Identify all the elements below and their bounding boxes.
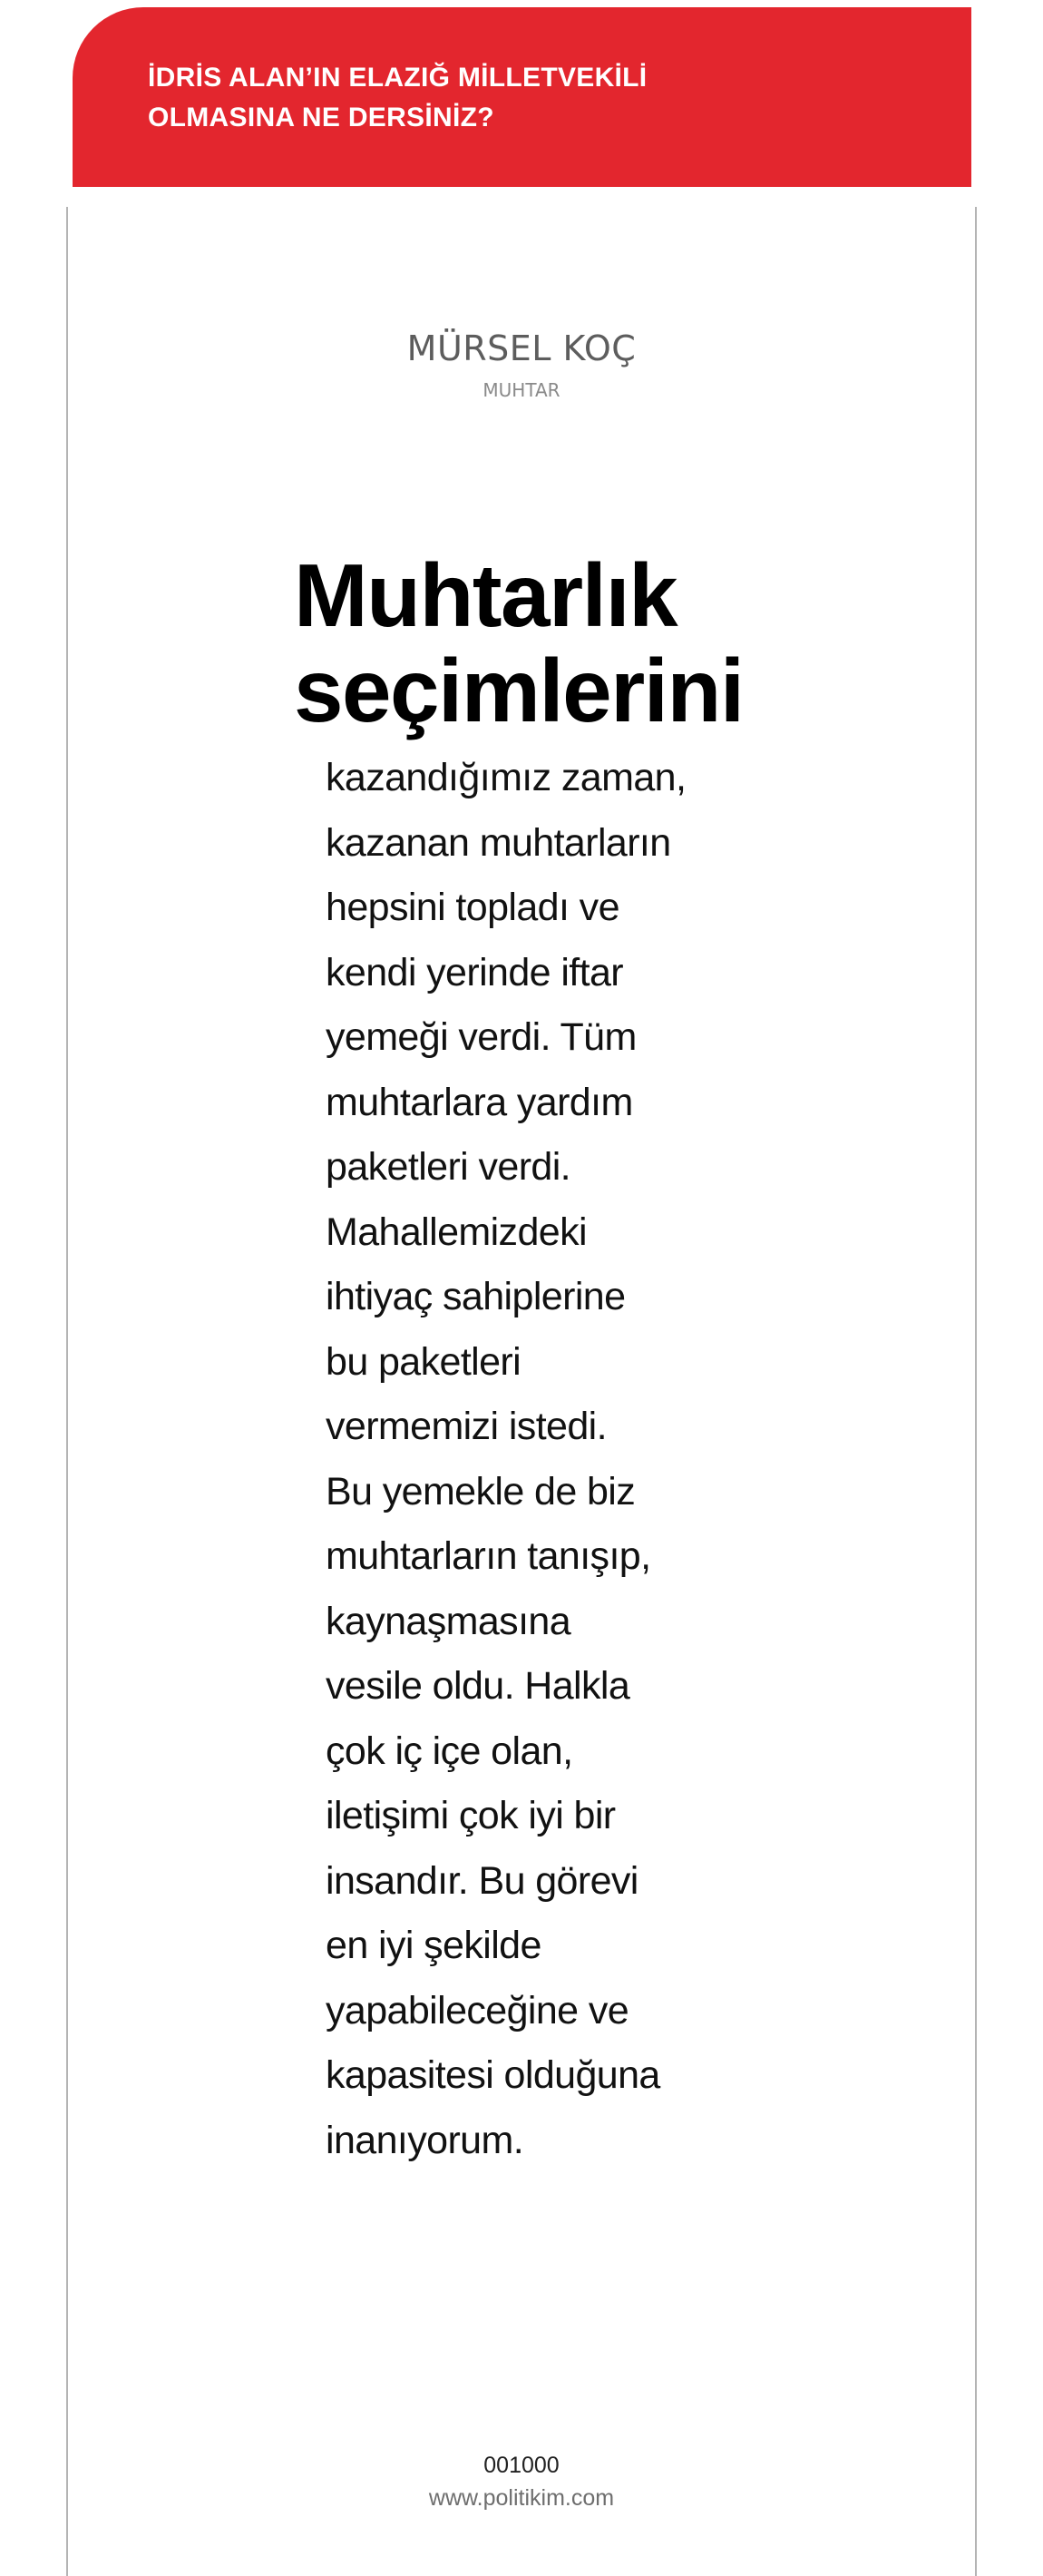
frame-right-border	[975, 207, 977, 2576]
frame-left-border	[66, 207, 68, 2576]
header-title: İDRİS ALAN’IN ELAZIĞ MİLLETVEKİLİ OLMASINA NE DERSİNİZ?	[148, 63, 648, 132]
header-banner	[73, 7, 971, 187]
quote-body: kazandığımız zaman, kazanan muhtarların hepsini topladı ve kendi yerinde iftar yemeği verdi. Tüm muhtarlara yardım paketleri verdi. Mahallemizdeki ihtiyaç sahiplerine bu paketleri vermemizi istedi. Bu yemekle de biz muhtarların tanışıp, kaynaşmasına vesile oldu. Halkla çok iç içe olan, iletişimi çok iyi bir insandır. Bu görevi en iyi şekilde yapabileceğine ve kapasitesi olduğuna inanıyorum.	[326, 756, 687, 2162]
person-name: MÜRSEL KOÇ	[406, 328, 637, 368]
footer-code: 001000	[483, 2453, 560, 2478]
quote-headline: Muhtarlık seçimlerini	[294, 545, 744, 740]
footer-url[interactable]: www.politikim.com	[428, 2485, 615, 2511]
person-role: MUHTAR	[483, 379, 560, 401]
